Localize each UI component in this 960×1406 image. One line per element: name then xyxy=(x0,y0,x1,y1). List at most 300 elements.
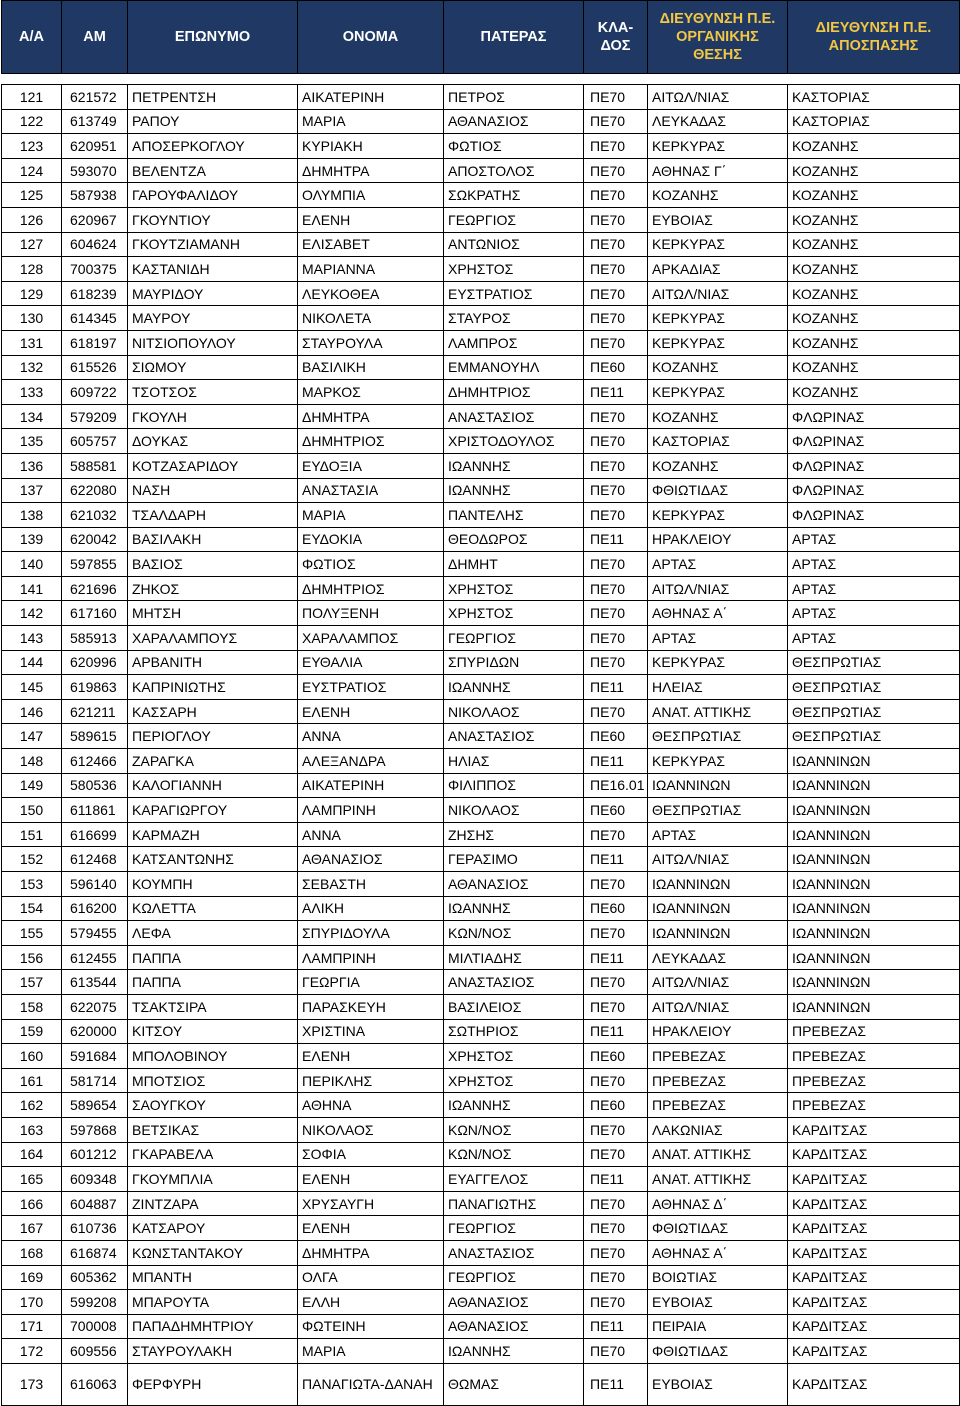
table-row xyxy=(2,1363,960,1405)
cell-aa: 172 xyxy=(2,1339,62,1364)
cell-pateras: ΙΩΑΝΝΗΣ xyxy=(444,896,584,921)
cell-am: 620951 xyxy=(62,134,128,159)
cell-onoma: ΑΙΚΑΤΕΡΙΝΗ xyxy=(298,773,444,798)
table-row xyxy=(2,158,960,183)
cell-organiki: ΑΡΤΑΣ xyxy=(648,822,788,847)
cell-onoma: ΝΙΚΟΛΑΟΣ xyxy=(298,1117,444,1142)
cell-klados: ΠΕ70 xyxy=(584,281,648,306)
cell-pateras: ΝΙΚΟΛΑΟΣ xyxy=(444,798,584,823)
cell-klados: ΠΕ70 xyxy=(584,453,648,478)
cell-aa: 121 xyxy=(2,85,62,110)
cell-organiki: ΑΘΗΝΑΣ Α΄ xyxy=(648,601,788,626)
cell-klados: ΠΕ70 xyxy=(584,134,648,159)
table-row xyxy=(2,626,960,651)
cell-eponymo: ΔΟΥΚΑΣ xyxy=(128,429,298,454)
cell-apospasi: ΚΑΡΔΙΤΣΑΣ xyxy=(788,1240,960,1265)
cell-klados: ΠΕ70 xyxy=(584,1265,648,1290)
cell-am: 593070 xyxy=(62,158,128,183)
cell-apospasi: ΙΩΑΝΝΙΝΩΝ xyxy=(788,822,960,847)
col-header-eponymo: ΕΠΩΝΥΜΟ xyxy=(128,1,298,74)
cell-pateras: ΑΝΑΣΤΑΣΙΟΣ xyxy=(444,1240,584,1265)
cell-pateras: ΕΜΜΑΝΟΥΗΛ xyxy=(444,355,584,380)
table-row xyxy=(2,1068,960,1093)
cell-onoma: ΧΡΙΣΤΙΝΑ xyxy=(298,1019,444,1044)
cell-aa: 141 xyxy=(2,576,62,601)
cell-pateras: ΣΩΤΗΡΙΟΣ xyxy=(444,1019,584,1044)
cell-organiki: ΚΕΡΚΥΡΑΣ xyxy=(648,503,788,528)
cell-organiki: ΙΩΑΝΝΙΝΩΝ xyxy=(648,773,788,798)
cell-aa: 167 xyxy=(2,1216,62,1241)
cell-eponymo: ΓΚΟΥΝΤΙΟΥ xyxy=(128,207,298,232)
cell-pateras: ΕΥΣΤΡΑΤΙΟΣ xyxy=(444,281,584,306)
cell-klados: ΠΕ70 xyxy=(584,85,648,110)
cell-klados: ΠΕ70 xyxy=(584,429,648,454)
cell-pateras: ΘΩΜΑΣ xyxy=(444,1363,584,1405)
cell-pateras: ΧΡΗΣΤΟΣ xyxy=(444,257,584,282)
cell-apospasi: ΘΕΣΠΡΩΤΙΑΣ xyxy=(788,724,960,749)
cell-organiki: ΚΟΖΑΝΗΣ xyxy=(648,355,788,380)
cell-eponymo: ΚΑΛΟΓΙΑΝΝΗ xyxy=(128,773,298,798)
cell-apospasi: ΠΡΕΒΕΖΑΣ xyxy=(788,1019,960,1044)
cell-am: 619863 xyxy=(62,675,128,700)
cell-pateras: ΑΘΑΝΑΣΙΟΣ xyxy=(444,1290,584,1315)
cell-aa: 158 xyxy=(2,994,62,1019)
cell-pateras: ΧΡΗΣΤΟΣ xyxy=(444,601,584,626)
cell-am: 585913 xyxy=(62,626,128,651)
cell-aa: 153 xyxy=(2,872,62,897)
cell-am: 616699 xyxy=(62,822,128,847)
cell-onoma: ΜΑΡΙΑ xyxy=(298,503,444,528)
cell-onoma: ΕΥΔΟΞΙΑ xyxy=(298,453,444,478)
cell-eponymo: ΤΣΑΛΔΑΡΗ xyxy=(128,503,298,528)
table-row xyxy=(2,1142,960,1167)
table-row xyxy=(2,970,960,995)
table-row xyxy=(2,453,960,478)
cell-aa: 129 xyxy=(2,281,62,306)
cell-klados: ΠΕ70 xyxy=(584,183,648,208)
cell-apospasi: ΚΑΡΔΙΤΣΑΣ xyxy=(788,1142,960,1167)
cell-apospasi: ΦΛΩΡΙΝΑΣ xyxy=(788,404,960,429)
cell-am: 609722 xyxy=(62,380,128,405)
cell-organiki: ΚΕΡΚΥΡΑΣ xyxy=(648,232,788,257)
cell-apospasi: ΙΩΑΝΝΙΝΩΝ xyxy=(788,896,960,921)
cell-klados: ΠΕ11 xyxy=(584,675,648,700)
cell-aa: 160 xyxy=(2,1044,62,1069)
cell-pateras: ΠΑΝΤΕΛΗΣ xyxy=(444,503,584,528)
cell-klados: ΠΕ70 xyxy=(584,650,648,675)
cell-apospasi: ΚΑΡΔΙΤΣΑΣ xyxy=(788,1265,960,1290)
cell-am: 597855 xyxy=(62,552,128,577)
cell-apospasi: ΙΩΑΝΝΙΝΩΝ xyxy=(788,847,960,872)
cell-onoma: ΑΘΗΝΑ xyxy=(298,1093,444,1118)
cell-am: 613544 xyxy=(62,970,128,995)
cell-pateras: ΑΝΑΣΤΑΣΙΟΣ xyxy=(444,724,584,749)
cell-apospasi: ΙΩΑΝΝΙΝΩΝ xyxy=(788,970,960,995)
cell-klados: ΠΕ70 xyxy=(584,306,648,331)
table-row xyxy=(2,281,960,306)
table-row xyxy=(2,134,960,159)
cell-organiki: ΚΕΡΚΥΡΑΣ xyxy=(648,650,788,675)
cell-organiki: ΑΘΗΝΑΣ Γ΄ xyxy=(648,158,788,183)
cell-organiki: ΑΙΤΩΛ/ΝΙΑΣ xyxy=(648,847,788,872)
cell-am: 612455 xyxy=(62,945,128,970)
cell-pateras: ΣΤΑΥΡΟΣ xyxy=(444,306,584,331)
cell-apospasi: ΦΛΩΡΙΝΑΣ xyxy=(788,503,960,528)
placements-table xyxy=(1,0,960,1406)
cell-apospasi: ΙΩΑΝΝΙΝΩΝ xyxy=(788,798,960,823)
cell-onoma: ΓΕΩΡΓΙΑ xyxy=(298,970,444,995)
table-row xyxy=(2,1167,960,1192)
table-row xyxy=(2,552,960,577)
cell-aa: 152 xyxy=(2,847,62,872)
cell-am: 616200 xyxy=(62,896,128,921)
cell-apospasi: ΑΡΤΑΣ xyxy=(788,626,960,651)
cell-onoma: ΕΛΕΝΗ xyxy=(298,1044,444,1069)
cell-apospasi: ΚΟΖΑΝΗΣ xyxy=(788,306,960,331)
cell-onoma: ΛΑΜΠΡΙΝΗ xyxy=(298,945,444,970)
cell-eponymo: ΓΑΡΟΥΦΑΛΙΔΟΥ xyxy=(128,183,298,208)
cell-eponymo: ΒΕΤΣΙΚΑΣ xyxy=(128,1117,298,1142)
cell-eponymo: ΓΚΟΥΛΗ xyxy=(128,404,298,429)
table-row xyxy=(2,109,960,134)
table-row xyxy=(2,994,960,1019)
cell-onoma: ΣΠΥΡΙΔΟΥΛΑ xyxy=(298,921,444,946)
cell-klados: ΠΕ70 xyxy=(584,1216,648,1241)
cell-onoma: ΑΝΑΣΤΑΣΙΑ xyxy=(298,478,444,503)
cell-organiki: ΑΘΗΝΑΣ Δ΄ xyxy=(648,1191,788,1216)
cell-am: 611861 xyxy=(62,798,128,823)
cell-organiki: ΑΙΤΩΛ/ΝΙΑΣ xyxy=(648,281,788,306)
cell-am: 609348 xyxy=(62,1167,128,1192)
cell-aa: 147 xyxy=(2,724,62,749)
cell-apospasi: ΚΟΖΑΝΗΣ xyxy=(788,330,960,355)
col-header-klados: ΚΛΑ-ΔΟΣ xyxy=(584,1,648,74)
cell-pateras: ΓΕΩΡΓΙΟΣ xyxy=(444,1216,584,1241)
cell-pateras: ΑΠΟΣΤΟΛΟΣ xyxy=(444,158,584,183)
cell-am: 621572 xyxy=(62,85,128,110)
cell-organiki: ΑΙΤΩΛ/ΝΙΑΣ xyxy=(648,970,788,995)
cell-aa: 127 xyxy=(2,232,62,257)
cell-apospasi: ΑΡΤΑΣ xyxy=(788,601,960,626)
cell-organiki: ΦΘΙΩΤΙΔΑΣ xyxy=(648,1216,788,1241)
cell-eponymo: ΣΙΩΜΟΥ xyxy=(128,355,298,380)
table-row xyxy=(2,207,960,232)
col-header-apospasi: ΔΙΕΥΘΥΝΣΗ Π.Ε. ΑΠΟΣΠΑΣΗΣ xyxy=(788,1,960,74)
cell-am: 617160 xyxy=(62,601,128,626)
cell-eponymo: ΖΙΝΤΖΑΡΑ xyxy=(128,1191,298,1216)
table-row xyxy=(2,1314,960,1339)
cell-pateras: ΙΩΑΝΝΗΣ xyxy=(444,453,584,478)
cell-organiki: ΠΡΕΒΕΖΑΣ xyxy=(648,1044,788,1069)
cell-apospasi: ΚΟΖΑΝΗΣ xyxy=(788,380,960,405)
cell-organiki: ΑΡΤΑΣ xyxy=(648,552,788,577)
cell-eponymo: ΜΑΥΡΙΔΟΥ xyxy=(128,281,298,306)
cell-am: 599208 xyxy=(62,1290,128,1315)
cell-organiki: ΘΕΣΠΡΩΤΙΑΣ xyxy=(648,724,788,749)
cell-eponymo: ΚΑΣΣΑΡΗ xyxy=(128,699,298,724)
cell-aa: 143 xyxy=(2,626,62,651)
cell-organiki: ΑΘΗΝΑΣ Α΄ xyxy=(648,1240,788,1265)
cell-organiki: ΚΟΖΑΝΗΣ xyxy=(648,183,788,208)
cell-eponymo: ΚΑΣΤΑΝΙΔΗ xyxy=(128,257,298,282)
table-header xyxy=(2,1,960,74)
cell-aa: 159 xyxy=(2,1019,62,1044)
cell-am: 597868 xyxy=(62,1117,128,1142)
cell-am: 580536 xyxy=(62,773,128,798)
cell-onoma: ΑΙΚΑΤΕΡΙΝΗ xyxy=(298,85,444,110)
cell-pateras: ΠΕΤΡΟΣ xyxy=(444,85,584,110)
cell-eponymo: ΒΕΛΕΝΤΖΑ xyxy=(128,158,298,183)
cell-pateras: ΧΡΗΣΤΟΣ xyxy=(444,1044,584,1069)
cell-pateras: ΔΗΜΗΤΡΙΟΣ xyxy=(444,380,584,405)
cell-apospasi: ΚΑΡΔΙΤΣΑΣ xyxy=(788,1117,960,1142)
cell-klados: ΠΕ70 xyxy=(584,109,648,134)
cell-am: 596140 xyxy=(62,872,128,897)
cell-pateras: ΣΩΚΡΑΤΗΣ xyxy=(444,183,584,208)
cell-organiki: ΙΩΑΝΝΙΝΩΝ xyxy=(648,921,788,946)
cell-organiki: ΑΡΤΑΣ xyxy=(648,626,788,651)
cell-eponymo: ΠΑΠΑΔΗΜΗΤΡΙΟΥ xyxy=(128,1314,298,1339)
cell-klados: ΠΕ11 xyxy=(584,749,648,774)
cell-klados: ΠΕ70 xyxy=(584,207,648,232)
table-row xyxy=(2,1339,960,1364)
cell-klados: ΠΕ70 xyxy=(584,970,648,995)
cell-eponymo: ΓΚΑΡΑΒΕΛΑ xyxy=(128,1142,298,1167)
cell-organiki: ΚΕΡΚΥΡΑΣ xyxy=(648,134,788,159)
cell-am: 618239 xyxy=(62,281,128,306)
cell-am: 621696 xyxy=(62,576,128,601)
cell-klados: ΠΕ70 xyxy=(584,552,648,577)
table-row xyxy=(2,380,960,405)
cell-organiki: ΗΡΑΚΛΕΙΟΥ xyxy=(648,527,788,552)
cell-klados: ΠΕ70 xyxy=(584,404,648,429)
cell-pateras: ΙΩΑΝΝΗΣ xyxy=(444,675,584,700)
cell-am: 579209 xyxy=(62,404,128,429)
cell-pateras: ΒΑΣΙΛΕΙΟΣ xyxy=(444,994,584,1019)
cell-klados: ΠΕ70 xyxy=(584,158,648,183)
cell-am: 700375 xyxy=(62,257,128,282)
cell-apospasi: ΚΟΖΑΝΗΣ xyxy=(788,158,960,183)
cell-aa: 149 xyxy=(2,773,62,798)
cell-apospasi: ΙΩΑΝΝΙΝΩΝ xyxy=(788,994,960,1019)
table-row xyxy=(2,1290,960,1315)
table-row xyxy=(2,921,960,946)
cell-organiki: ΑΝΑΤ. ΑΤΤΙΚΗΣ xyxy=(648,1167,788,1192)
cell-am: 579455 xyxy=(62,921,128,946)
cell-onoma: ΕΛΛΗ xyxy=(298,1290,444,1315)
table-row xyxy=(2,355,960,380)
cell-organiki: ΠΡΕΒΕΖΑΣ xyxy=(648,1093,788,1118)
cell-pateras: ΕΥΑΓΓΕΛΟΣ xyxy=(444,1167,584,1192)
cell-onoma: ΦΩΤΙΟΣ xyxy=(298,552,444,577)
cell-apospasi: ΚΟΖΑΝΗΣ xyxy=(788,257,960,282)
cell-klados: ΠΕ70 xyxy=(584,994,648,1019)
col-header-pateras: ΠΑΤΕΡΑΣ xyxy=(444,1,584,74)
cell-onoma: ΜΑΡΙΑΝΝΑ xyxy=(298,257,444,282)
cell-pateras: ΛΑΜΠΡΟΣ xyxy=(444,330,584,355)
cell-apospasi: ΚΟΖΑΝΗΣ xyxy=(788,355,960,380)
cell-onoma: ΧΑΡΑΛΑΜΠΟΣ xyxy=(298,626,444,651)
cell-am: 612466 xyxy=(62,749,128,774)
cell-onoma: ΠΑΝΑΓΙΩΤΑ-ΔΑΝΑΗ xyxy=(298,1363,444,1405)
cell-aa: 169 xyxy=(2,1265,62,1290)
cell-aa: 168 xyxy=(2,1240,62,1265)
cell-organiki: ΑΝΑΤ. ΑΤΤΙΚΗΣ xyxy=(648,699,788,724)
cell-aa: 157 xyxy=(2,970,62,995)
cell-onoma: ΕΛΕΝΗ xyxy=(298,1167,444,1192)
table-row xyxy=(2,749,960,774)
cell-aa: 154 xyxy=(2,896,62,921)
cell-apospasi: ΙΩΑΝΝΙΝΩΝ xyxy=(788,945,960,970)
cell-organiki: ΚΕΡΚΥΡΑΣ xyxy=(648,749,788,774)
table-row xyxy=(2,724,960,749)
cell-klados: ΠΕ11 xyxy=(584,1314,648,1339)
col-header-onoma: ΟΝΟΜΑ xyxy=(298,1,444,74)
cell-apospasi: ΚΑΡΔΙΤΣΑΣ xyxy=(788,1216,960,1241)
cell-apospasi: ΠΡΕΒΕΖΑΣ xyxy=(788,1044,960,1069)
cell-onoma: ΔΗΜΗΤΡΙΟΣ xyxy=(298,429,444,454)
cell-onoma: ΕΥΘΑΛΙΑ xyxy=(298,650,444,675)
cell-organiki: ΚΕΡΚΥΡΑΣ xyxy=(648,330,788,355)
cell-pateras: ΑΝΤΩΝΙΟΣ xyxy=(444,232,584,257)
cell-aa: 126 xyxy=(2,207,62,232)
cell-klados: ΠΕ11 xyxy=(584,527,648,552)
cell-organiki: ΚΟΖΑΝΗΣ xyxy=(648,453,788,478)
cell-organiki: ΗΛΕΙΑΣ xyxy=(648,675,788,700)
cell-aa: 142 xyxy=(2,601,62,626)
cell-klados: ΠΕ70 xyxy=(584,232,648,257)
table-row xyxy=(2,232,960,257)
col-header-organiki: ΔΙΕΥΘΥΝΣΗ Π.Ε. ΟΡΓΑΝΙΚΗΣ ΘΕΣΗΣ xyxy=(648,1,788,74)
cell-apospasi: ΚΟΖΑΝΗΣ xyxy=(788,207,960,232)
cell-onoma: ΑΝΝΑ xyxy=(298,822,444,847)
cell-onoma: ΠΑΡΑΣΚΕΥΗ xyxy=(298,994,444,1019)
cell-am: 620000 xyxy=(62,1019,128,1044)
cell-aa: 130 xyxy=(2,306,62,331)
cell-am: 605757 xyxy=(62,429,128,454)
cell-onoma: ΣΕΒΑΣΤΗ xyxy=(298,872,444,897)
cell-eponymo: ΠΕΤΡΕΝΤΣΗ xyxy=(128,85,298,110)
cell-am: 610736 xyxy=(62,1216,128,1241)
cell-eponymo: ΚΑΤΣΑΡΟΥ xyxy=(128,1216,298,1241)
table-body xyxy=(2,74,960,1406)
table-row xyxy=(2,896,960,921)
cell-organiki: ΦΘΙΩΤΙΔΑΣ xyxy=(648,478,788,503)
cell-aa: 125 xyxy=(2,183,62,208)
cell-aa: 161 xyxy=(2,1068,62,1093)
cell-am: 581714 xyxy=(62,1068,128,1093)
cell-pateras: ΚΩΝ/ΝΟΣ xyxy=(444,1117,584,1142)
cell-apospasi: ΚΟΖΑΝΗΣ xyxy=(788,134,960,159)
table-row xyxy=(2,257,960,282)
cell-pateras: ΧΡΗΣΤΟΣ xyxy=(444,576,584,601)
cell-eponymo: ΚΙΤΣΟΥ xyxy=(128,1019,298,1044)
cell-eponymo: ΠΑΠΠΑ xyxy=(128,945,298,970)
cell-organiki: ΑΙΤΩΛ/ΝΙΑΣ xyxy=(648,576,788,601)
cell-apospasi: ΦΛΩΡΙΝΑΣ xyxy=(788,478,960,503)
cell-organiki: ΚΟΖΑΝΗΣ xyxy=(648,404,788,429)
cell-eponymo: ΒΑΣΙΛΑΚΗ xyxy=(128,527,298,552)
cell-am: 614345 xyxy=(62,306,128,331)
cell-pateras: ΙΩΑΝΝΗΣ xyxy=(444,1093,584,1118)
cell-onoma: ΑΘΑΝΑΣΙΟΣ xyxy=(298,847,444,872)
table-row xyxy=(2,872,960,897)
cell-pateras: ΧΡΗΣΤΟΣ xyxy=(444,1068,584,1093)
cell-eponymo: ΜΗΤΣΗ xyxy=(128,601,298,626)
cell-pateras: ΔΗΜΗΤ xyxy=(444,552,584,577)
cell-onoma: ΜΑΡΙΑ xyxy=(298,109,444,134)
table-row xyxy=(2,1216,960,1241)
header-spacer xyxy=(2,74,960,85)
cell-apospasi: ΙΩΑΝΝΙΝΩΝ xyxy=(788,872,960,897)
cell-klados: ΠΕ70 xyxy=(584,1240,648,1265)
cell-organiki: ΙΩΑΝΝΙΝΩΝ xyxy=(648,896,788,921)
cell-aa: 163 xyxy=(2,1117,62,1142)
cell-organiki: ΕΥΒΟΙΑΣ xyxy=(648,1363,788,1405)
cell-pateras: ΙΩΑΝΝΗΣ xyxy=(444,1339,584,1364)
cell-am: 616063 xyxy=(62,1363,128,1405)
cell-eponymo: ΝΑΣΗ xyxy=(128,478,298,503)
cell-am: 620996 xyxy=(62,650,128,675)
cell-onoma: ΛΕΥΚΟΘΕΑ xyxy=(298,281,444,306)
cell-organiki: ΒΟΙΩΤΙΑΣ xyxy=(648,1265,788,1290)
cell-klados: ΠΕ70 xyxy=(584,330,648,355)
cell-pateras: ΗΛΙΑΣ xyxy=(444,749,584,774)
cell-onoma: ΝΙΚΟΛΕΤΑ xyxy=(298,306,444,331)
cell-onoma: ΧΡΥΣΑΥΓΗ xyxy=(298,1191,444,1216)
cell-apospasi: ΦΛΩΡΙΝΑΣ xyxy=(788,429,960,454)
cell-aa: 150 xyxy=(2,798,62,823)
cell-aa: 124 xyxy=(2,158,62,183)
cell-pateras: ΝΙΚΟΛΑΟΣ xyxy=(444,699,584,724)
cell-klados: ΠΕ70 xyxy=(584,478,648,503)
cell-aa: 166 xyxy=(2,1191,62,1216)
cell-pateras: ΠΑΝΑΓΙΩΤΗΣ xyxy=(444,1191,584,1216)
table-row xyxy=(2,945,960,970)
cell-apospasi: ΚΟΖΑΝΗΣ xyxy=(788,183,960,208)
cell-aa: 144 xyxy=(2,650,62,675)
cell-pateras: ΓΕΩΡΓΙΟΣ xyxy=(444,1265,584,1290)
cell-apospasi: ΠΡΕΒΕΖΑΣ xyxy=(788,1093,960,1118)
cell-eponymo: ΓΚΟΥΤΖΙΑΜΑΝΗ xyxy=(128,232,298,257)
table-row xyxy=(2,1044,960,1069)
cell-organiki: ΙΩΑΝΝΙΝΩΝ xyxy=(648,872,788,897)
cell-pateras: ΚΩΝ/ΝΟΣ xyxy=(444,1142,584,1167)
cell-onoma: ΒΑΣΙΛΙΚΗ xyxy=(298,355,444,380)
cell-eponymo: ΑΠΟΣΕΡΚΟΓΛΟΥ xyxy=(128,134,298,159)
cell-aa: 139 xyxy=(2,527,62,552)
cell-am: 612468 xyxy=(62,847,128,872)
cell-apospasi: ΙΩΑΝΝΙΝΩΝ xyxy=(788,773,960,798)
cell-onoma: ΑΝΝΑ xyxy=(298,724,444,749)
cell-am: 589654 xyxy=(62,1093,128,1118)
cell-klados: ΠΕ70 xyxy=(584,503,648,528)
cell-apospasi: ΘΕΣΠΡΩΤΙΑΣ xyxy=(788,699,960,724)
cell-am: 621211 xyxy=(62,699,128,724)
cell-eponymo: ΚΑΤΣΑΝΤΩΝΗΣ xyxy=(128,847,298,872)
cell-onoma: ΕΥΔΟΚΙΑ xyxy=(298,527,444,552)
cell-eponymo: ΜΑΥΡΟΥ xyxy=(128,306,298,331)
cell-pateras: ΦΩΤΙΟΣ xyxy=(444,134,584,159)
table-row xyxy=(2,306,960,331)
cell-onoma: ΔΗΜΗΤΡΑ xyxy=(298,158,444,183)
cell-klados: ΠΕ70 xyxy=(584,576,648,601)
cell-apospasi: ΚΑΡΔΙΤΣΑΣ xyxy=(788,1290,960,1315)
table-row xyxy=(2,478,960,503)
cell-am: 618197 xyxy=(62,330,128,355)
cell-organiki: ΕΥΒΟΙΑΣ xyxy=(648,1290,788,1315)
cell-apospasi: ΚΑΡΔΙΤΣΑΣ xyxy=(788,1191,960,1216)
